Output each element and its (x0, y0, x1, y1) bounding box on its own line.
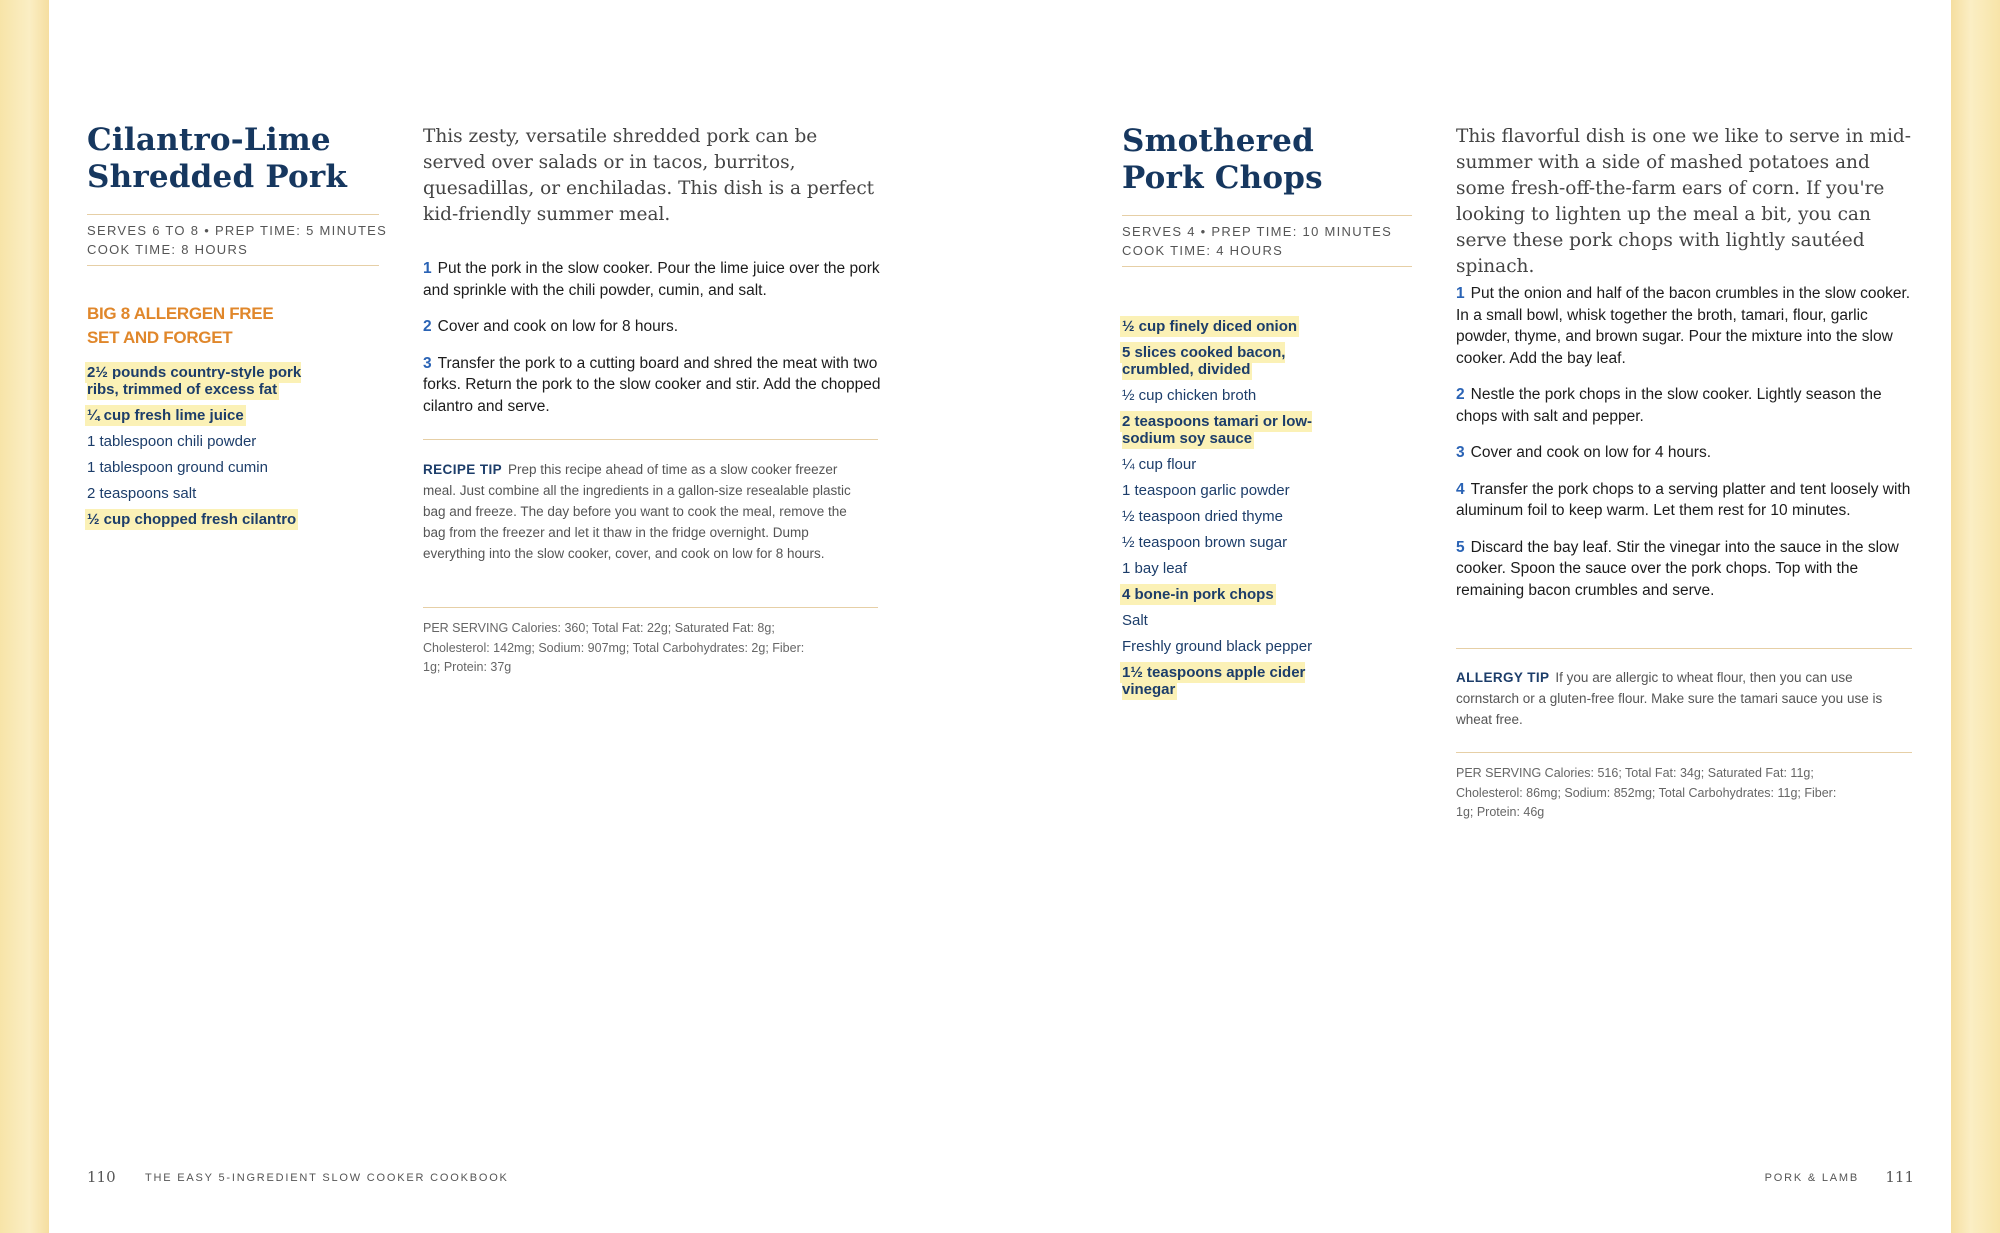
left-recipe-intro: This zesty, versatile shredded pork can be served over salads or in tacos, burritos, quesadillas, or enchiladas. This dish is a perfect kid-friendly summer meal. (423, 126, 875, 225)
step-item: 4 Transfer the pork chops to a serving platter and tent loosely with aluminum foil to keep warm. Let them rest for 10 minutes. (1456, 480, 1911, 519)
left-meta-line2: COOK TIME: 8 HOURS (87, 242, 249, 257)
allergy-tip-text: If you are allergic to wheat flour, then you can use cornstarch or a gluten-free flour. Make sure the tamari sauce you use is wheat free. (1456, 670, 1883, 727)
ingredient-item: 5 slices cooked bacon, crumbled, divided (1122, 344, 1286, 378)
recipe-tip-text: Prep this recipe ahead of time as a slow cooker freezer meal. Just combine all the ingredients in a gallon-size resealable plastic bag and freeze. The day before you want to cook the meal, remove the bag from the freezer and let it thaw in the fridge overnight. Dump everything into the slow cooker, cover, and cook on low for 8 hours. (423, 462, 851, 561)
left-running-footer: THE EASY 5-INGREDIENT SLOW COOKER COOKBOOK (145, 1172, 509, 1184)
ingredient-item: 4 bone-in pork chops (1122, 586, 1274, 603)
recipe-tip-label: RECIPE TIP (423, 462, 503, 477)
ingredient-item: ½ teaspoon dried thyme (1122, 508, 1283, 525)
right-recipe-meta (1122, 222, 1392, 260)
right-nutrition: PER SERVING Calories: 516; Total Fat: 34g; Saturated Fat: 11g; Cholesterol: 86mg; Sodium: 852mg; Total Carbohydrates: 11g; Fiber: 1g; Protein: 46g (1456, 766, 1837, 819)
ingredient-item: Freshly ground black pepper (1122, 638, 1313, 655)
ingredient-item: 1 tablespoon ground cumin (87, 459, 268, 476)
left-nutrition: PER SERVING Calories: 360; Total Fat: 22g; Saturated Fat: 8g; Cholesterol: 142mg; Sodium: 907mg; Total Carbohydrates: 2g; Fiber: 1g; Protein: 37g (423, 621, 805, 674)
right-title-line2: Pork Chops (1122, 160, 1323, 196)
allergen-line2: SET AND FORGET (87, 328, 233, 347)
left-steps-list (423, 258, 883, 432)
allergy-tip-label: ALLERGY TIP (1456, 670, 1550, 685)
step-item: 1 Put the onion and half of the bacon crumbles in the slow cooker. In a small bowl, whisk together the broth, tamari, flour, garlic powder, thyme, and brown sugar. Pour the mixture into the slow cooker. Add the bay leaf. (1456, 285, 1911, 367)
left-recipe-tip (423, 459, 873, 564)
ingredient-item: ¼ cup fresh lime juice (87, 407, 244, 424)
ingredient-item: Salt (1122, 612, 1148, 629)
left-title-line2: Shredded Pork (87, 159, 348, 195)
ingredient-item: ¼ cup flour (1122, 456, 1197, 473)
page-edge-right (1951, 0, 2000, 1233)
step-item: 3 Transfer the pork to a cutting board and shred the meat with two forks. Return the pork to the slow cooker and stir. Add the chopped cilantro and serve. (423, 354, 881, 415)
ingredient-item: 1½ teaspoons apple cider vinegar (1122, 664, 1306, 698)
ingredient-item: 1 teaspoon garlic powder (1122, 482, 1290, 499)
right-recipe-title (1122, 123, 1422, 197)
right-page-number: 111 (1885, 1168, 1914, 1186)
step-item: 3 Cover and cook on low for 4 hours. (1456, 444, 1712, 461)
left-page-number: 110 (87, 1168, 116, 1186)
right-ingredients-list (1122, 318, 1347, 707)
ingredient-item: 1 bay leaf (1122, 560, 1188, 577)
ingredient-item: 1 tablespoon chili powder (87, 433, 257, 450)
right-running-footer: PORK & LAMB (1764, 1172, 1859, 1184)
ingredient-item: 2 teaspoons tamari or low-sodium soy sauce (1122, 413, 1313, 447)
left-allergen-badge (87, 302, 273, 350)
right-steps-list (1456, 283, 1916, 616)
left-title-line1: Cilantro-Lime (87, 122, 331, 158)
left-recipe-meta (87, 221, 387, 259)
page-edge-left (0, 0, 49, 1233)
right-meta-line1: SERVES 4 • PREP TIME: 10 MINUTES (1122, 224, 1393, 239)
left-recipe-title (87, 122, 387, 196)
ingredient-item: ½ cup finely diced onion (1122, 318, 1298, 335)
right-recipe-intro: This flavorful dish is one we like to serve in mid-summer with a side of mashed potatoes and some fresh-off-the-farm ears of corn. If you're looking to lighten up the meal a bit, you can serve these pork chops with lightly sautéed spinach. (1456, 126, 1911, 277)
right-meta-line2: COOK TIME: 4 HOURS (1122, 243, 1284, 258)
ingredient-item: ½ cup chopped fresh cilantro (87, 511, 297, 528)
right-steps-rule (1456, 648, 1912, 649)
right-meta-rule (1122, 266, 1412, 267)
ingredient-item: ½ cup chicken broth (1122, 387, 1257, 404)
left-ingredients-list (87, 364, 322, 537)
ingredient-item: 2 teaspoons salt (87, 485, 197, 502)
left-steps-rule (423, 439, 878, 440)
left-meta-line1: SERVES 6 TO 8 • PREP TIME: 5 MINUTES (87, 223, 388, 238)
right-title-rule (1122, 215, 1412, 216)
right-title-line1: Smothered (1122, 123, 1314, 159)
left-title-rule (87, 214, 379, 215)
step-item: 1 Put the pork in the slow cooker. Pour the lime juice over the pork and sprinkle with the chili powder, cumin, and salt. (423, 260, 880, 299)
step-item: 2 Cover and cook on low for 8 hours. (423, 318, 679, 335)
left-meta-rule (87, 265, 379, 266)
ingredient-item: ½ teaspoon brown sugar (1122, 534, 1288, 551)
left-tip-rule (423, 607, 878, 608)
right-tip-rule (1456, 752, 1912, 753)
right-allergy-tip (1456, 667, 1911, 730)
ingredient-item: 2½ pounds country-style pork ribs, trimmed of excess fat (87, 364, 302, 398)
step-item: 2 Nestle the pork chops in the slow cooker. Lightly season the chops with salt and pepper. (1456, 386, 1882, 425)
allergen-line1: BIG 8 ALLERGEN FREE (87, 304, 274, 323)
step-item: 5 Discard the bay leaf. Stir the vinegar into the sauce in the slow cooker. Spoon the sauce over the pork chops. Top with the remaining bacon crumbles and serve. (1456, 538, 1899, 599)
